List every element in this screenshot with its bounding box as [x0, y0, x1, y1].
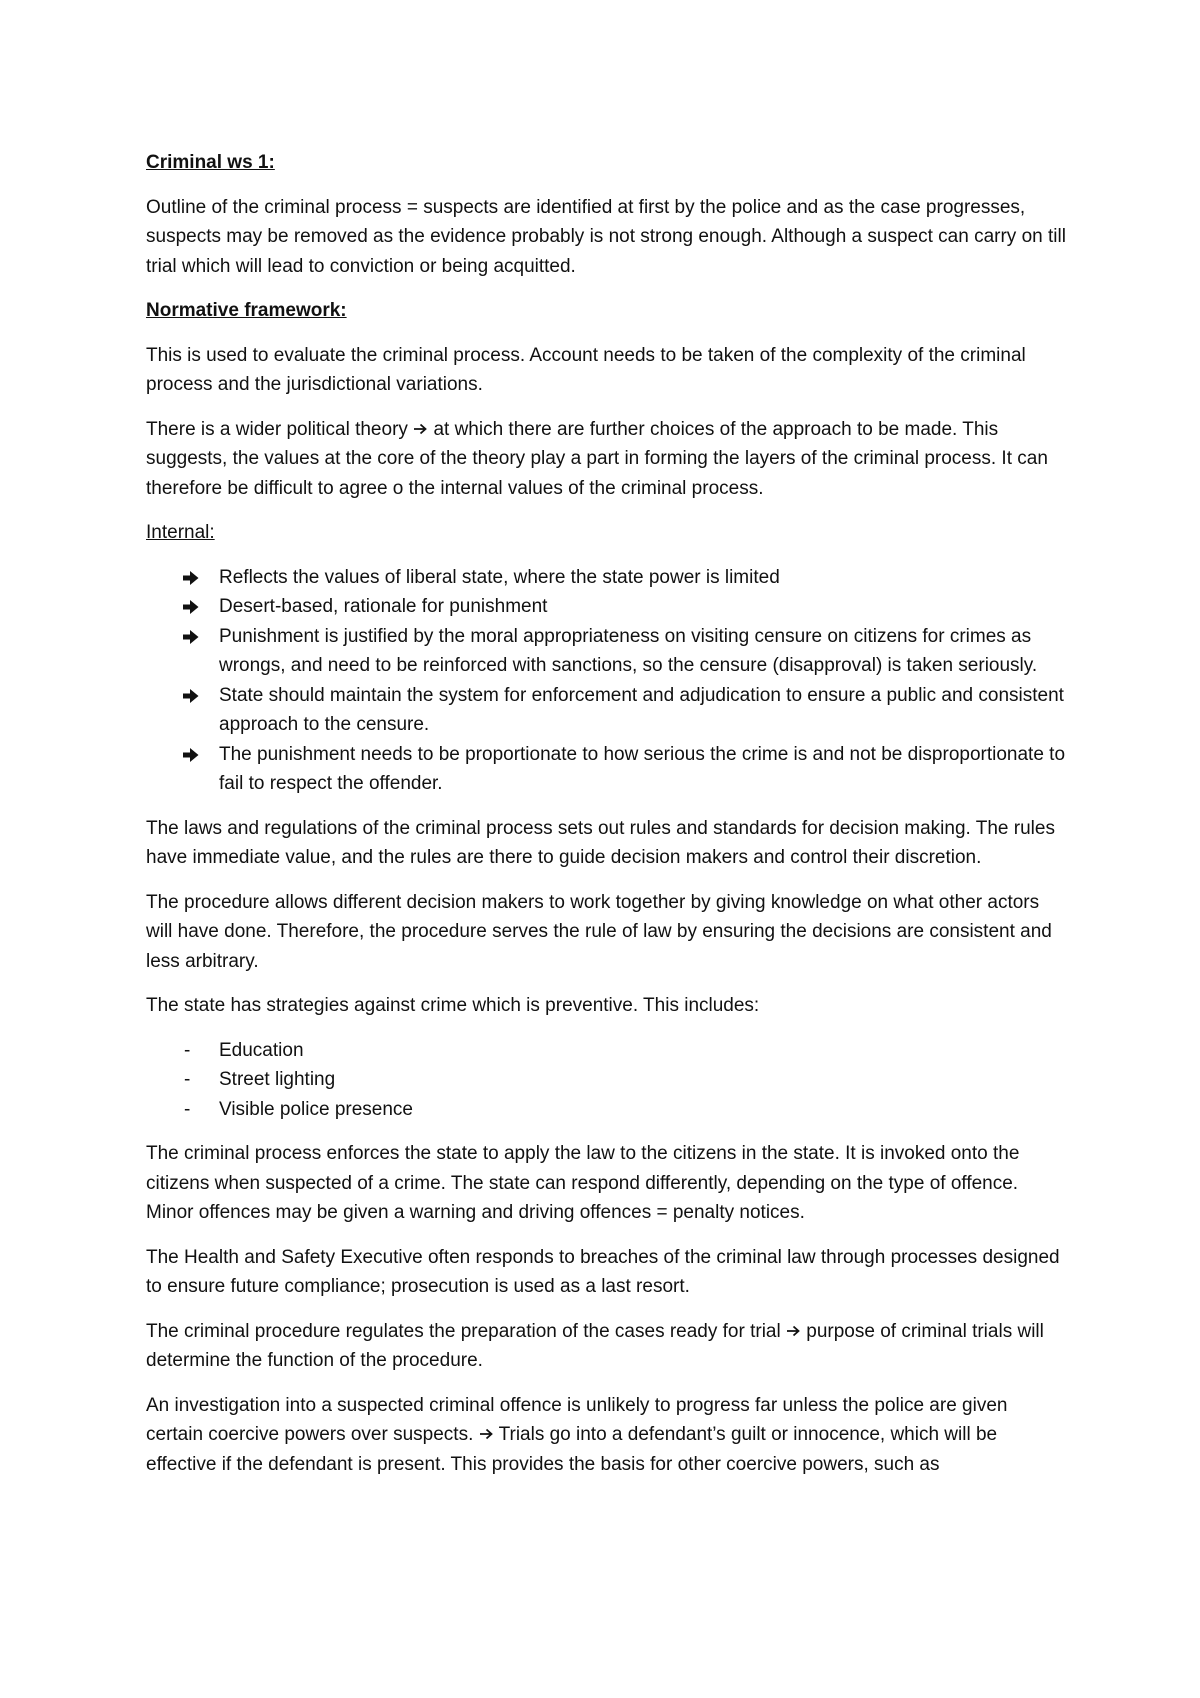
right-arrow-icon	[786, 1325, 801, 1337]
list-item	[146, 1065, 1066, 1095]
list-item	[146, 740, 1066, 799]
document-page	[146, 148, 1066, 1494]
preventive-list	[146, 1036, 1066, 1125]
list-item	[146, 1036, 1066, 1066]
bold-right-arrow-icon	[183, 570, 199, 586]
list-item-text: Visible police presence	[219, 1098, 413, 1120]
regulates-text-b: purpose of criminal trials will determine the function of the procedure.	[146, 1320, 1044, 1371]
paragraph-laws: The laws and regulations of the criminal process sets out rules and standards for decision making. The rules have immediate value, and the rules are there to guide decision makers and control their discretion.	[146, 817, 1055, 868]
normative-heading-text: Normative framework:	[146, 300, 347, 321]
political-text-b: at which there are further choices of the approach to be made. This suggests, the values at the core of the theory play a part in forming the layers of the criminal process. It can therefore be difficult to agree o the internal values of the criminal process.	[146, 418, 1048, 499]
section-heading-internal	[146, 518, 1066, 548]
dash-marker: -	[184, 1098, 191, 1120]
document-title	[146, 148, 1066, 178]
paragraph-outline: Outline of the criminal process = suspects are identified at first by the police and as the case progresses, suspects may be removed as the evidence probably is not strong enough. Although a suspect can carry on till trial which will lead to conviction or being acquitted.	[146, 196, 1066, 277]
internal-list	[146, 563, 1066, 799]
paragraph-evaluate: This is used to evaluate the criminal process. Account needs to be taken of the complexity of the criminal process and the jurisdictional variations.	[146, 344, 1026, 395]
list-item-text: Punishment is justified by the moral appropriateness on visiting censure on citizens for crimes as wrongs, and need to be reinforced with sanctions, so the censure (disapproval) is taken seriously.	[219, 625, 1038, 676]
paragraph-enforces: The criminal process enforces the state to apply the law to the citizens in the state. It is invoked onto the citizens when suspected of a crime. The state can respond differently, depending on the type of offence. Minor offences may be given a warning and driving offences = penalty notices.	[146, 1143, 1020, 1223]
list-item	[146, 622, 1066, 681]
right-arrow-icon	[413, 423, 428, 435]
paragraph-hse: The Health and Safety Executive often responds to breaches of the criminal law through processes designed to ensure future compliance; prosecution is used as a last resort.	[146, 1246, 1060, 1297]
list-item-text: Desert-based, rationale for punishment	[219, 596, 548, 617]
list-item	[146, 681, 1066, 740]
bold-right-arrow-icon	[183, 688, 199, 704]
internal-heading-text: Internal:	[146, 522, 215, 543]
right-arrow-icon	[479, 1428, 494, 1440]
section-heading-normative	[146, 296, 1066, 326]
list-item-text: Education	[219, 1039, 304, 1061]
dash-marker: -	[184, 1039, 191, 1061]
bold-right-arrow-icon	[183, 629, 199, 645]
list-item-text: The punishment needs to be proportionate to how serious the crime is and not be disproportionate to fail to respect the offender.	[219, 743, 1066, 794]
regulates-text-a: The criminal procedure regulates the preparation of the cases ready for trial	[146, 1320, 781, 1342]
political-text-a: There is a wider political theory	[146, 418, 408, 440]
list-item-text: State should maintain the system for enforcement and adjudication to ensure a public and consistent approach to the censure.	[219, 684, 1064, 735]
bold-right-arrow-icon	[183, 599, 199, 615]
investigation-text-a: An investigation into a suspected criminal offence is unlikely to progress far unless the police are given certain coercive powers over suspects.	[146, 1394, 1008, 1445]
list-item-text: Street lighting	[219, 1069, 336, 1090]
list-item	[146, 563, 1066, 593]
list-item	[146, 592, 1066, 622]
list-item-text: Reflects the values of liberal state, where the state power is limited	[219, 566, 780, 588]
bold-right-arrow-icon	[183, 747, 199, 763]
title-text: Criminal ws 1:	[146, 152, 275, 173]
paragraph-investigation	[146, 1391, 1066, 1480]
investigation-text-b: Trials go into a defendant’s guilt or innocence, which will be effective if the defendant is present. This provides the basis for other coercive powers, such as	[146, 1424, 998, 1475]
paragraph-strategies: The state has strategies against crime which is preventive. This includes:	[146, 995, 760, 1016]
paragraph-regulates	[146, 1317, 1066, 1376]
list-item	[146, 1095, 1066, 1125]
paragraph-political-theory	[146, 415, 1066, 504]
dash-marker: -	[184, 1069, 191, 1090]
paragraph-procedure: The procedure allows different decision makers to work together by giving knowledge on what other actors will have done. Therefore, the procedure serves the rule of law by ensuring the decisions are consistent and less arbitrary.	[146, 891, 1052, 972]
